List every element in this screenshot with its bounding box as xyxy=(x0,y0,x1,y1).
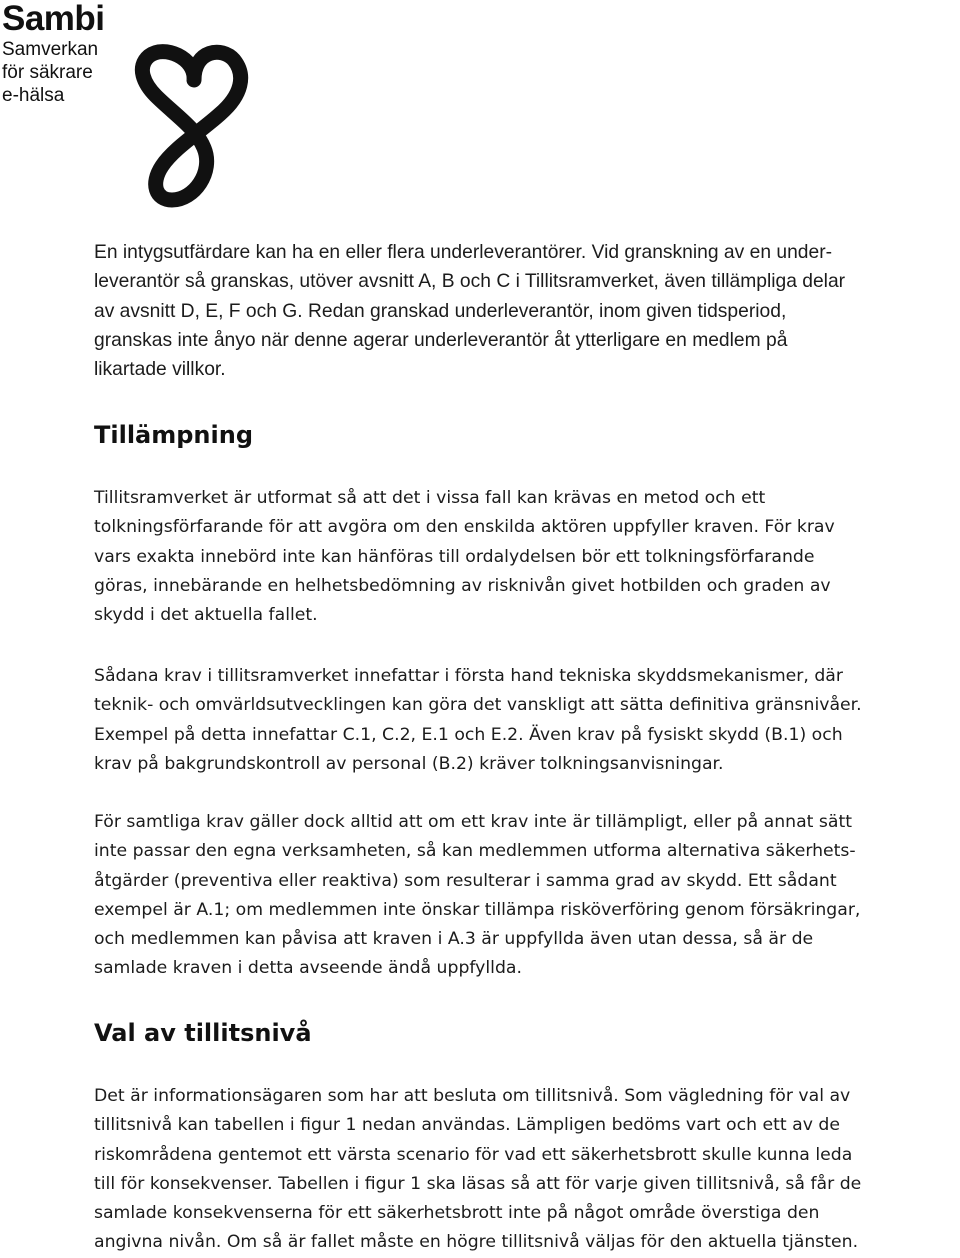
paragraph-line: exempel är A.1; om medlemmen inte önskar tillämpa risköverföring genom försäkringar, xyxy=(94,899,861,920)
intro-line: leverantör så granskas, utöver avsnitt A, B och C i Tillitsramverket, även tillämpliga delar xyxy=(94,271,846,293)
brand-tagline-line-1: Samverkan xyxy=(2,39,99,60)
paragraph-line: tolkningsförfarande för att avgöra om den enskilda aktören uppfyller kraven. För krav xyxy=(94,517,835,538)
paragraph-line: vars exakta innebörd inte kan hänföras till ordalydelsen bör ett tolkningsförfarande xyxy=(94,546,815,567)
section1-paragraph-1 xyxy=(94,484,960,630)
paragraph-line: samlade kraven i detta avseende ändå uppfyllda. xyxy=(94,958,522,979)
paragraph-line: åtgärder (preventiva eller reaktiva) som resulterar i samma grad av skydd. Ett sådant xyxy=(94,870,837,891)
paragraph-line: krav på bakgrundskontroll av personal (B.2) kräver tolkningsanvisningar. xyxy=(94,753,724,774)
section1-paragraph-2 xyxy=(94,662,960,779)
brand-block xyxy=(2,0,105,107)
paragraph-line: och medlemmen kan påvisa att kraven i A.3 är uppfyllda även utan dessa, så är de xyxy=(94,929,814,950)
brand-tagline-line-3: e-hälsa xyxy=(2,85,65,106)
brand-tagline-line-2: för säkrare xyxy=(2,62,93,83)
section-heading-val-av-tillitsniva: Val av tillitsnivå xyxy=(94,1019,312,1047)
brand-name: Sambi xyxy=(2,0,105,38)
section1-paragraph-3 xyxy=(94,808,960,984)
paragraph-line: till för konsekvenser. Tabellen i figur 1 ska läsas så att för varje given tillitsnivå, så får de xyxy=(94,1173,862,1194)
paragraph-line: Det är informationsägaren som har att besluta om tillitsnivå. Som vägledning för val av xyxy=(94,1086,851,1106)
paragraph-line: tillitsnivå kan tabellen i figur 1 nedan användas. Lämpligen bedöms vart och ett av de xyxy=(94,1115,840,1136)
paragraph-line: Tillitsramverket är utformat så att det i vissa fall kan krävas en metod och ett xyxy=(94,488,766,508)
paragraph-line: samlade konsekvenserna för ett säkerhetsbrott inte på något område överstiga den xyxy=(94,1203,820,1224)
paragraph-line: angivna nivån. Om så är fallet måste en högre tillitsnivå väljas för den aktuella tjänsten. xyxy=(94,1232,859,1253)
section2-paragraph-1 xyxy=(94,1082,960,1258)
paragraph-line: Exempel på detta innefattar C.1, C.2, E.1 och E.2. Även krav på fysiskt skydd (B.1) och xyxy=(94,724,843,745)
intro-line: av avsnitt D, E, F och G. Redan granskad underleverantör, inom given tidsperiod, xyxy=(94,300,787,322)
section-heading-tillampning: Tillämpning xyxy=(94,421,254,449)
paragraph-line: inte passar den egna verksamheten, så kan medlemmen utforma alternativa säkerhets- xyxy=(94,841,856,862)
paragraph-line: riskområdena gentemot ett värsta scenario för vad ett säkerhetsbrott skulle kunna leda xyxy=(94,1144,853,1165)
paragraph-line: Sådana krav i tillitsramverket innefattar i första hand tekniska skyddsmekanismer, där xyxy=(94,666,843,686)
paragraph-line: För samtliga krav gäller dock alltid att om ett krav inte är tillämpligt, eller på annat sätt xyxy=(94,812,852,832)
paragraph-line: skydd i det aktuella fallet. xyxy=(94,605,318,626)
intro-paragraph xyxy=(94,238,960,384)
paragraph-line: teknik- och omvärldsutvecklingen kan göra det vanskligt att sätta definitiva gränsnivåer. xyxy=(94,695,862,716)
intro-line: granskas inte ånyo när denne agerar underleverantör åt ytterligare en medlem på xyxy=(94,329,788,351)
intro-line: likartade villkor. xyxy=(94,359,226,381)
paragraph-line: göras, innebärande en helhetsbedömning av risknivån givet hotbilden och graden av xyxy=(94,575,831,596)
sambi-heart-logo-icon xyxy=(134,40,254,214)
intro-line: En intygsutfärdare kan ha en eller flera underleverantörer. Vid granskning av en under- xyxy=(94,242,833,263)
